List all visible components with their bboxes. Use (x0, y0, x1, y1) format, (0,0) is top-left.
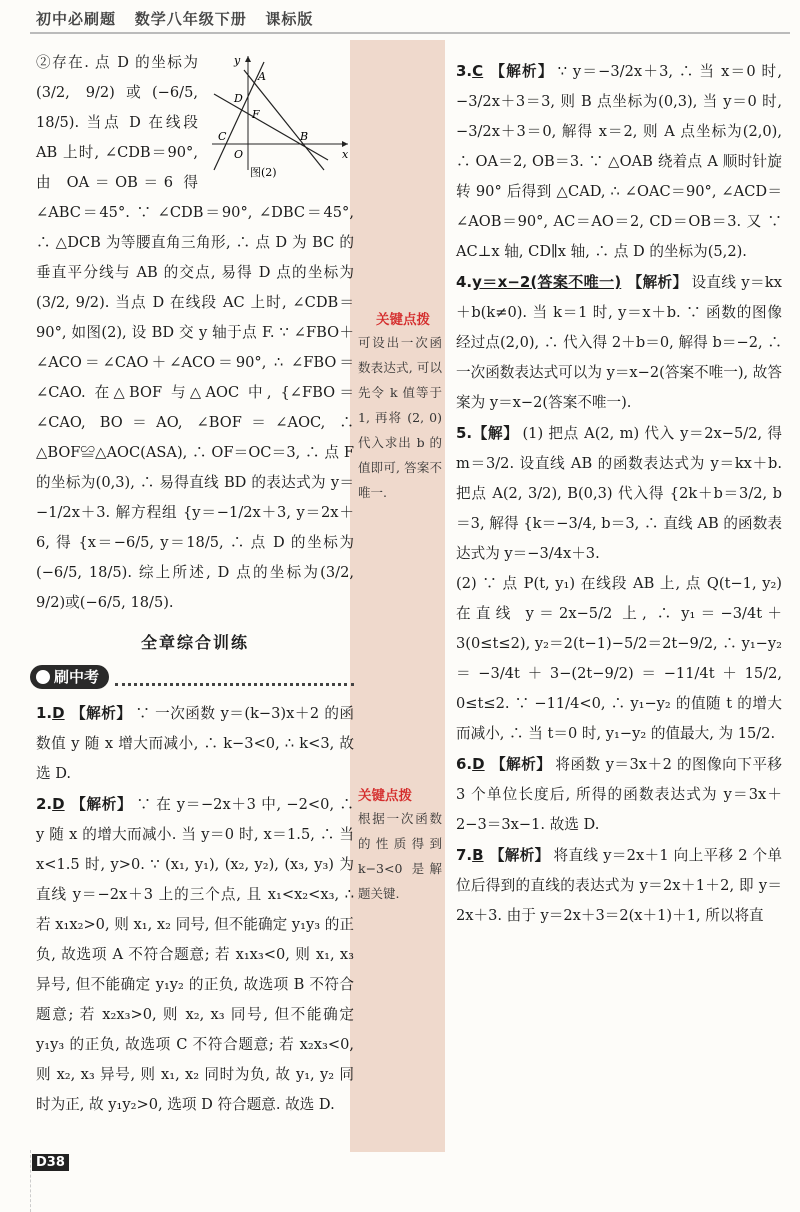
left-column (36, 48, 354, 1120)
q6-tag: 【解析】 (490, 756, 552, 773)
q3-text: ∵ y＝−3/2x＋3, ∴ 当 x＝0 时, −3/2x＋3＝3, 则 B 点坐标为(0,3), 当 y＝0 时, −3/2x＋3＝0, 解得 x＝2, 则 A 点坐标为(2,0), ∴ OA＝2, OB＝3. ∵ △OAB 绕着点 A 顺时针旋转 90° 后得到 △CAD, ∴ ∠OAC＝90°, ∠ACD＝∠AOB＝90°, AC＝AO＝2, CD＝OB＝3. 又 ∵ AC⊥x 轴, CD∥x 轴, ∴ 点 D 的坐标为(5,2). (456, 63, 782, 260)
question-6 (456, 749, 782, 840)
header-text (36, 8, 313, 29)
q4-tag: 【解析】 (627, 274, 688, 291)
question-7 (456, 840, 782, 931)
tip1-label: 关键点拨 (376, 312, 430, 328)
q4-text: 设直线 y＝kx＋b(k≠0). 当 k＝1 时, y＝x＋b. ∵ 函数的图像经过点(2,0), ∴ 代入得 2＋b＝0, 解得 b＝−2, ∴ 一次函数表达式可以为 y＝x−2(答案不唯一), 故答案为 y＝x−2(答案不唯一). (456, 274, 782, 411)
q5-tag: 【解】 (472, 425, 519, 442)
figure-label-y: y (234, 54, 241, 67)
page-number: D38 (32, 1154, 69, 1171)
figure-label-a: A (258, 70, 266, 83)
exam-badge-label: 刷中考 (54, 668, 100, 686)
corner-decoration (0, 1150, 31, 1212)
q7-number: 7. (456, 846, 473, 864)
q6-text: 将函数 y＝3x＋2 的图像向下平移 3 个单位长度后, 所得的函数表达式为 y＝3x＋2−3＝3x−1. 故选 D. (456, 756, 782, 833)
exam-section-header (30, 662, 354, 692)
page-header (0, 0, 800, 40)
pencil-icon (36, 670, 50, 684)
q1-answer: D (52, 704, 65, 722)
header-series: 初中必刷题 (36, 10, 117, 28)
q1-text: ∵ 一次函数 y＝(k−3)x＋2 的函数值 y 随 x 增大而减小, ∴ k−3<0, ∴ k<3, 故选 D. (36, 705, 354, 782)
q7-tag: 【解析】 (489, 847, 550, 864)
figure-2 (204, 52, 354, 178)
q5-text: (1) 把点 A(2, m) 代入 y＝2x−5/2, 得 m＝3/2. 设直线 AB 的函数表达式为 y＝kx＋b. 把点 A(2, 3/2), B(0,3) 代入得 {2k＋b＝3/2, b＝3, 解得 {k＝−3/4, b＝3, ∴ 直线 AB 的函数表达式为 y＝−3/4x＋3. (456, 425, 782, 562)
q7-text: 将直线 y＝2x＋1 向上平移 2 个单位后得到的直线的表达式为 y＝2x＋1＋2, 即 y＝2x＋3. 由于 y＝2x＋3＝2(x＋1)＋1, 所以将直 (456, 847, 782, 924)
exam-badge (30, 665, 109, 689)
question-3 (456, 56, 782, 267)
q3-tag: 【解析】 (489, 63, 554, 80)
figure-label-c: C (218, 130, 227, 143)
prev-answer-text: ②存在. 点 D 的坐标为(3/2, 9/2)或(−6/5, 18/5). 当点 D 在线段 AB 上时, ∠CDB＝90°, 由 OA＝OB＝6 得 ∠ABC＝45°. ∵ ∠CDB＝90°, ∠DBC＝45°, ∴ △DCB 为等腰直角三角形, ∴ 点 D 为 BC 的垂直平分线与 AB 的交点, 易得 D 点的坐标为(3/2, 9/2). 当点 D 在线段 AC 上时, ∠CDB＝90°, 如图(2), 设 BD 交 y 轴于点 F. ∵ ∠FBO＋∠ACO＝∠CAO＋∠ACO＝90°, ∴ ∠FBO＝∠CAO. 在△BOF 与△AOC 中, {∠FBO＝∠CAO, BO＝AO, ∠BOF＝∠AOC, ∴ △BOF≌△AOC(ASA), ∴ OF＝OC＝3, ∴ 点 F 的坐标为(0,3), ∴ 易得直线 BD 的表达式为 y＝−1/2x＋3. 解方程组 {y＝−1/2x＋3, y＝2x＋6, 得 {x＝−6/5, y＝18/5, ∴ 点 D 的坐标为(−6/5, 18/5). 综上所述, D 点的坐标为(3/2, 9/2)或(−6/5, 18/5). (36, 54, 354, 611)
question-4 (456, 267, 782, 418)
q1-number: 1. (36, 704, 53, 722)
q2-tag: 【解析】 (70, 796, 133, 813)
dotted-divider (115, 669, 354, 686)
q2-answer: D (52, 795, 65, 813)
q3-number: 3. (456, 62, 473, 80)
tip1-text: 可设出一次函数表达式, 可以先令 k 值等于 1, 再将 (2, 0) 代入求出 b 的值即可, 答案不唯一. (358, 335, 442, 500)
question-1 (36, 698, 354, 789)
figure-caption: 图(2) (250, 166, 277, 178)
q6-number: 6. (456, 755, 473, 773)
q4-answer: y＝x−2(答案不唯一) (472, 273, 622, 291)
tips-strip (350, 40, 445, 1152)
q2-text: ∵ 在 y＝−2x＋3 中, −2<0, ∴ y 随 x 的增大而减小. 当 y＝0 时, x＝1.5, ∴ 当 x<1.5 时, y>0. ∵ (x₁, y₁), (x₂, y₂), (x₃, y₃) 为直线 y＝−2x＋3 上的三个点, 且 x₁<x₂<x₃, ∴ 若 x₁x₂>0, 则 x₁, x₂ 同号, 但不能确定 y₁y₃ 的正负, 故选项 A 不符合题意; 若 x₁x₃<0, 则 x₁, x₃ 异号, 但不能确定 y₁y₂ 的正负, 故选项 B 不符合题意; 若 x₂x₃>0, 则 x₂, x₃ 同号, 但不能确定 y₁y₃ 的正负, 故选项 C 不符合题意; 若 x₂x₃<0, 则 x₂, x₃ 异号, 则 x₁, x₂ 同时为负, 故 y₁, y₂ 同时为正, 故 y₁y₂>0, 选项 D 符合题意. 故选 D. (36, 796, 354, 1113)
question-5 (456, 418, 782, 569)
section-title: 全章综合训练 (140, 633, 249, 652)
q6-answer: D (472, 755, 485, 773)
figure-label-d: D (234, 92, 243, 105)
header-edition: 课标版 (265, 10, 314, 28)
tip2-label: 关键点拨 (358, 788, 412, 804)
q7-answer: B (472, 846, 484, 864)
q2-number: 2. (36, 795, 53, 813)
figure-label-o: O (234, 148, 244, 161)
header-divider (30, 32, 790, 34)
question-5-part-2: (2) ∵ 点 P(t, y₁) 在线段 AB 上, 点 Q(t−1, y₂) 在直线 y＝2x−5/2 上, ∴ y₁＝−3/4t＋3(0≤t≤2), y₂＝2(t−1)−5/2＝2t−9/2, ∴ y₁−y₂＝−3/4t＋3−(2t−9/2)＝−11/4t＋15/2, 0≤t≤2. ∵ −11/4<0, ∴ y₁−y₂ 的值随 t 的增大而减小, ∴ 当 t＝0 时, y₁−y₂ 的值最大, 为 15/2. (456, 575, 782, 742)
figure-label-x: x (342, 148, 349, 161)
q1-tag: 【解析】 (70, 705, 132, 722)
figure-label-f: F (252, 108, 260, 121)
q4-number: 4. (456, 273, 473, 291)
tip2-text: 根据一次函数的性质得到 k−3<0 是解题关键. (358, 811, 442, 901)
q5-number: 5. (456, 424, 473, 442)
header-subject: 数学八年级下册 (134, 10, 247, 28)
q3-answer: C (472, 62, 484, 80)
question-2 (36, 789, 354, 1120)
figure-label-b: B (300, 130, 309, 143)
right-column (456, 56, 782, 931)
